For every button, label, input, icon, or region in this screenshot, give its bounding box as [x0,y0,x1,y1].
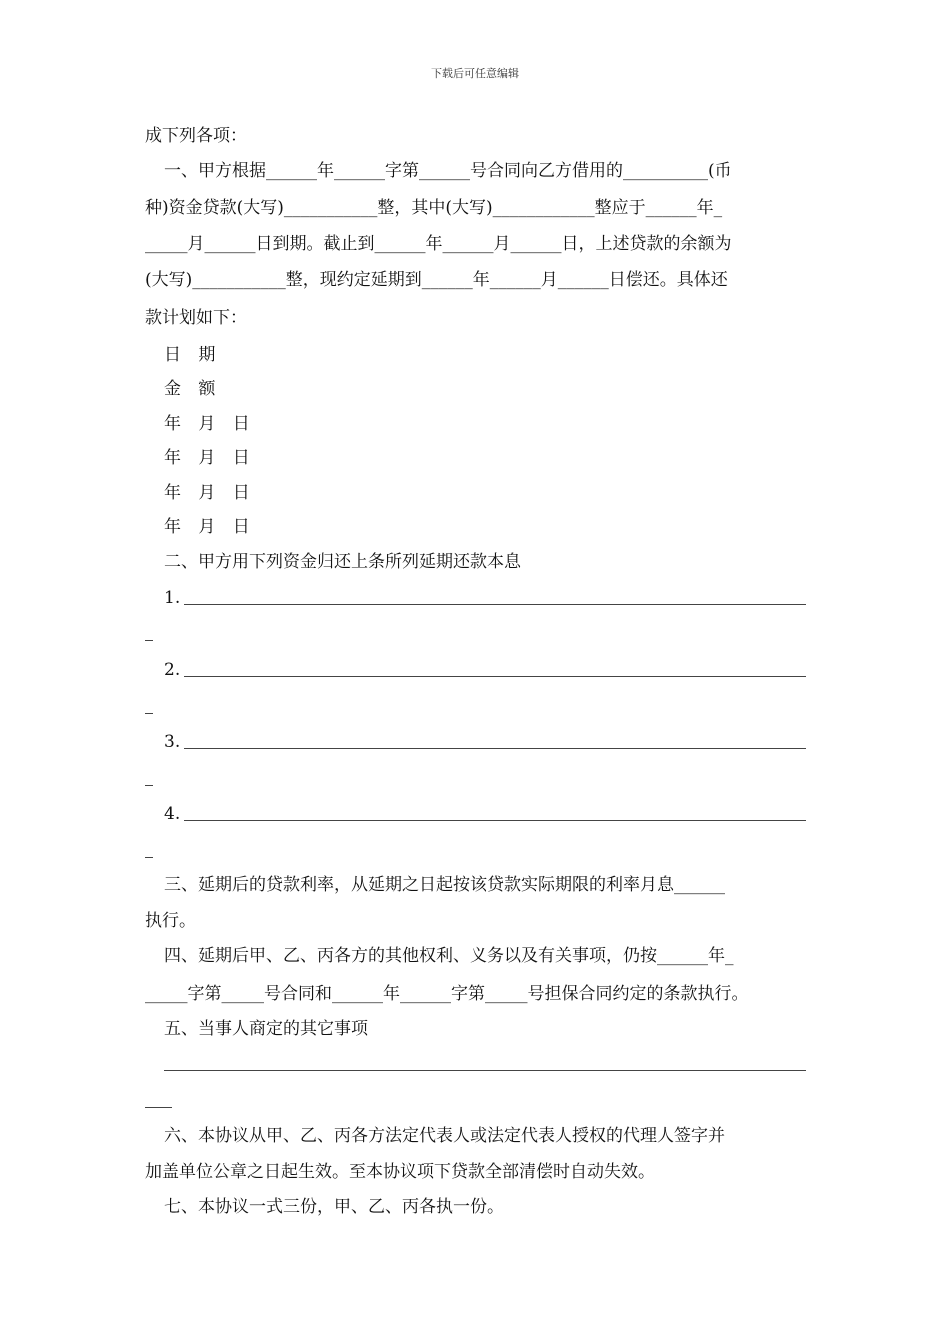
clause-4-line-1: 四、延期后甲、乙、丙各方的其他权利、义务以及有关事项，仍按______年_ [164,946,734,966]
intro-line: 成下列各项： [145,126,247,146]
clause-2-item-4-blank-tail [145,857,153,858]
clause-2-item-1-number: 1. [164,588,181,608]
schedule-row: 年 月 日 [164,483,256,503]
clause-2-item-1-blank [184,604,806,605]
clause-2-item-2-number: 2. [164,660,181,680]
clause-6-line-1: 六、本协议从甲、乙、丙各方法定代表人或法定代表人授权的代理人签字并 [164,1126,725,1146]
clause-6-line-2: 加盖单位公章之日起生效。至本协议项下贷款全部清偿时自动失效。 [145,1162,655,1182]
schedule-row: 年 月 日 [164,448,256,468]
clause-2-item-4-blank [184,820,806,821]
clause-5-blank [164,1070,806,1071]
schedule-row: 年 月 日 [164,517,256,537]
clause-2-item-2-blank-tail [145,713,153,714]
clause-3-line-2: 执行。 [145,911,196,931]
schedule-row: 年 月 日 [164,414,256,434]
clause-1-line-2: 种)资金贷款(大写)___________整，其中(大写)____________整应于______年_ [145,198,723,218]
clause-2-item-1-blank-tail [145,640,153,641]
schedule-date-header: 日 期 [164,345,222,365]
page-header-note: 下载后可任意编辑 [431,67,519,80]
clause-2-item-3-blank [184,748,806,749]
clause-2-title: 二、甲方用下列资金归还上条所列延期还款本息 [164,552,521,572]
clause-1-line-5: 款计划如下： [145,308,247,328]
clause-2-item-3-blank-tail [145,785,153,786]
clause-5-blank-tail [145,1107,172,1108]
clause-1-line-4: (大写)___________整，现约定延期到______年______月______日偿还。具体还 [145,270,728,290]
schedule-amount-header: 金 额 [164,379,222,399]
clause-2-item-2-blank [184,676,806,677]
clause-2-item-4-number: 4. [164,804,181,824]
clause-1-line-3: _____月______日到期。截止到______年______月______日，上述贷款的余额为 [145,234,732,254]
clause-1-line-1: 一、甲方根据______年______字第______号合同向乙方借用的__________(币 [164,161,732,181]
clause-3-line-1: 三、延期后的贷款利率，从延期之日起按该贷款实际期限的利率月息______ [164,875,725,895]
clause-2-item-3-number: 3. [164,732,181,752]
clause-4-line-2: _____字第_____号合同和______年______字第_____号担保合同约定的条款执行。 [145,984,749,1004]
clause-7-line-1: 七、本协议一式三份，甲、乙、丙各执一份。 [164,1197,504,1217]
clause-5-title: 五、当事人商定的其它事项 [164,1019,368,1039]
